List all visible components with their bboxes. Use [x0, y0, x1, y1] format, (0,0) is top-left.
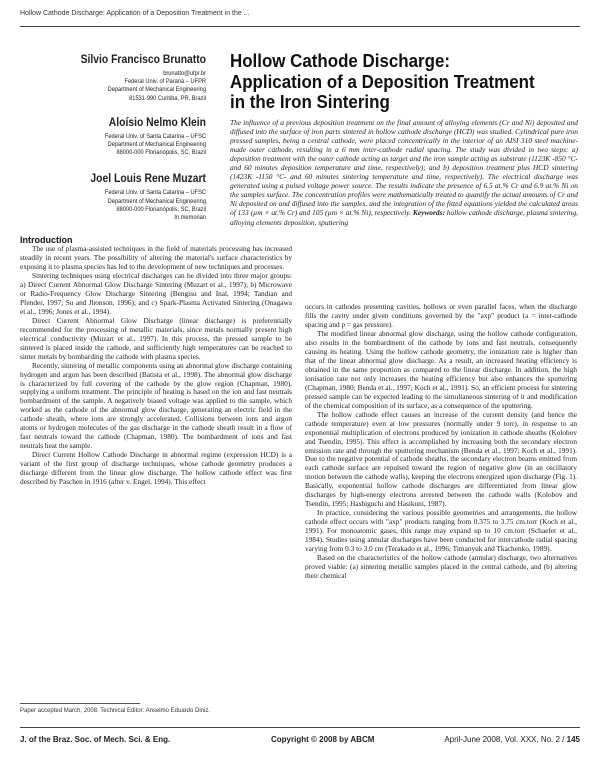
- paragraph: Sintering techniques using electrical discharges can be divided into three major groups: a) Direct Current Abnormal Glow Discharge Sintering (Muzart et al., 1997); b) Microwave or Radio-Frequency Glow Discharge Sintering (Bengisu and Inal, 1994; Tandian and Pfender, 1997; Su and Jhonson, 1996); and c) Spark-Plasma Activated Sintering (Onagawa et al., 1996; Jones et al., 1994).: [20, 270, 292, 316]
- footer-journal: J. of the Braz. Soc. of Mech. Sci. & Eng.: [20, 735, 171, 744]
- footnote-rule: [20, 703, 140, 704]
- paragraph: The modified linear abnormal glow discharge, using the hollow cathode configuration, also results in the bombardment of the cathode by ions and fast neutrals, consequently causing its heating. Using the hollow cathode geometry, the ionization rate is higher than that of the linear abnormal glow discharge. As a result, an increased heating efficiency is obtained in the same proportion as compared to the linear discharge. In addition, the high ionisation rate not only increases the heating efficiency but also enhances the sputtering (Chapman, 1980; Benda et al., 1997; Koch et al., 1991). So, an efficient process for sintering pressed sample can be expected leading to the simultaneous sintering of it and modification of the chemical composition of its surface, as a consequence of the sputtering.: [305, 328, 577, 410]
- footnote: Paper accepted March, 2008. Technical Editor: Anselmo Eduardo Diniz.: [20, 708, 210, 714]
- paper-title: [230, 51, 568, 113]
- abstract-text: The influence of a previous deposition treatment on the final amount of alloying elements (Cr and Ni) deposited and diffused into the surface of iron parts sintered in hollow cathode discharge (HCD) was studied. Cylindrical pure iron pressed samples, being a central cathode, were placed concentrically in the interior of an AISI 310 steel machine-made outer cathode, resulting in a 6 mm inter-cathode radial spacing. The study was divided in two steps: a) deposition treatment with the outer cathode acting as target and the iron sample acting as substrate (1123K -850 °C- and 60 minutes deposition temperature and time, respectively); and b) deposition treatment plus HCD sintering (1423K -1150 °C- and 60 minutes sintering temperature and time, respectively). The electrical discharge was generated using a pulsed voltage power source. The results indicate the presence of 6.5 at.% Cr and 6.9 at.% Ni on the samples surface. The concentration profiles were mathematically treated to quantify the actual amounts of Cr and Ni deposited on and diffused into the samples, and the integration of the fitted equations yielded the calculated areas of 133 (µm × at.% Cr) and 105 (µm × at.% Ni), respectively.: [230, 118, 578, 218]
- author-address: 88000-000 Florianópolis, SC, Brazil: [116, 149, 206, 157]
- author-department: Department of Mechanical Engineering: [107, 197, 206, 205]
- header-rule: [20, 26, 580, 27]
- running-head: Hollow Cathode Discharge: Application of a Deposition Treatment in the ...: [20, 10, 250, 17]
- paragraph-continued: occurs in cathodes presenting cavities, hollows or even parallel faces, when the discharge fills the cavity under given conditions governed by the "axp" product (a = inter-cathode spacing and p = gas pressure).: [305, 302, 577, 329]
- paragraph: Direct Current Abnormal Glow Discharge (linear discharge) is preferentially recommended for the processing of metallic materials, since metals normally present high electrical conductivity (Muzart et al., 1997). In this process, the pressed sample to be sintered is placed inside the cathode, and sufficiently high temperatures can be reached to sinter metals by bombarding the cathode with plasma species.: [20, 315, 292, 361]
- right-column: [305, 303, 577, 581]
- author-affiliation: Federal Univ. of Santa Catarina – UFSC: [104, 189, 206, 197]
- title-line: in the Iron Sintering: [230, 92, 390, 112]
- keywords-label: Keywords:: [412, 208, 445, 218]
- title-line: Application of a Deposition Treatment: [230, 71, 535, 92]
- author-name: Silvio Francisco Brunatto: [80, 54, 206, 66]
- author-department: Department of Mechanical Engineering: [107, 141, 206, 149]
- author-address: 88000-000 Florianópolis, SC, Brazil: [116, 205, 206, 213]
- page-number: 145: [566, 735, 580, 744]
- footer-copyright: Copyright © 2008 by ABCM: [271, 735, 375, 744]
- author-2: [20, 117, 206, 158]
- author-name: Aloísio Nelmo Klein: [108, 116, 206, 129]
- author-name: Joel Louis Rene Muzart: [90, 173, 206, 186]
- keywords: hollow cathode discharge, plasma sintering, alloying elements deposition, sputtering: [230, 208, 578, 227]
- author-note: In memorian: [174, 214, 206, 222]
- author-address: 81531-990 Curitiba, PR, Brazil: [129, 94, 206, 102]
- abstract: [230, 118, 578, 227]
- footer-issue-text: April-June 2008, Vol. XXX, No. 2 /: [444, 735, 565, 744]
- author-affiliation: Federal Univ. of Santa Catarina – UFSC: [104, 132, 206, 140]
- author-email[interactable]: brunatto@ufpr.br: [163, 70, 206, 77]
- paragraph: In practice, considering the various possible geometries and arrangements, the hollow cathode effect occurs with "axp" products ranging from 0.375 to 3.75 cm.torr (Koch et al., 1991). For monoatomic gases, this range may expand up to 10 cm.torr (Schaefer et al., 1984). Studies using annular discharges have been conducted for intercathode radial spacing varying from 0.3 to 3.0 cm (Terakado et al., 1996; Timanyuk and Tkachenko, 1989).: [305, 508, 577, 554]
- title-line: Hollow Cathode Discharge:: [230, 51, 450, 71]
- author-department: Department of Mechanical Engineering: [107, 86, 206, 94]
- footer-issue: [444, 735, 580, 744]
- author-affiliation: Federal Univ. of Paraná – UFPR: [124, 78, 206, 86]
- paragraph: Recently, sintering of metallic components using an abnormal glow discharge containing hydrogen and argon has been described (Batista et al., 1998). The abnormal glow discharge is characterized by full covering of the cathode by the glow region (Chapman, 1980), supplying a uniform treatment. The principle of heating is based on the ion and fast neutrals bombardment of the sample. A negatively biased voltage was applied to the sample, which worked as the cathode of the abnormal glow discharge, generating an electric field in the cathode sheath, where ions are strongly accelerated. Collisions between ions and argon atoms or hydrogen molecules of the gas discharge in the cathode sheath result in a flow of fast neutrals toward the cathode (Chapman, 1980). The bombardment of ions and fast neutrals heat the sample.: [20, 360, 292, 451]
- section-heading-introduction: Introduction: [20, 235, 73, 245]
- author-1: [20, 54, 206, 103]
- left-column: [20, 236, 292, 487]
- paragraph: Direct Current Hollow Cathode Discharge in abnormal regime (expression HCD) is a variant of the first group of discharge techniques, whose cathode geometry produces a discharge different from the linear glow discharge. The hollow cathode effect was first described by Paschen in 1916 (after v. Engel, 1994). This effect: [20, 450, 292, 487]
- paragraph: The use of plasma-assisted techniques in the field of materials processing has increased steadily in recent years. The possibility of altering the material's surface characteristics by exposing it to plasma species has led to the development of new techniques and processes.: [20, 243, 292, 271]
- footer-rule: [20, 727, 580, 728]
- author-block: [20, 54, 206, 232]
- paragraph: The hollow cathode effect causes an increase of the current density (and hence the cathode temperature) even at low pressures (normally under 9 torr), in response to an exponential multiplication of electrons produced by ionization in cathode sheaths (Kolobov and Tsendin, 1995). This effect is accomplished by increasing both the secondary electron emission rate and through the sputtering mechanism (Benda et al., 1997; Koch et al., 1991). Due to the negative potential of cathode sheaths, the secondary electron beams emitted from each cathode surface are repulsed toward the region of negative glow (in an oscillatory motion between the cathode walls), keeping the electrons energized upon discharge (Fig. 1). Basically, exponential hollow cathode discharges are differentiated from linear glow discharges by high-energy electrons arrested between the cathode walls (Kolobov and Tsendin, 1995; Hashiguchi and Hasikuni, 1987).: [305, 409, 577, 509]
- author-3: [20, 173, 206, 222]
- page-footer: [20, 735, 580, 747]
- paragraph: Based on the characteristics of the hollow cathode (annular) discharge, two alternatives proved viable: (a) sintering metallic samples placed in the central cathode, and (b) altering their chemical: [305, 553, 577, 581]
